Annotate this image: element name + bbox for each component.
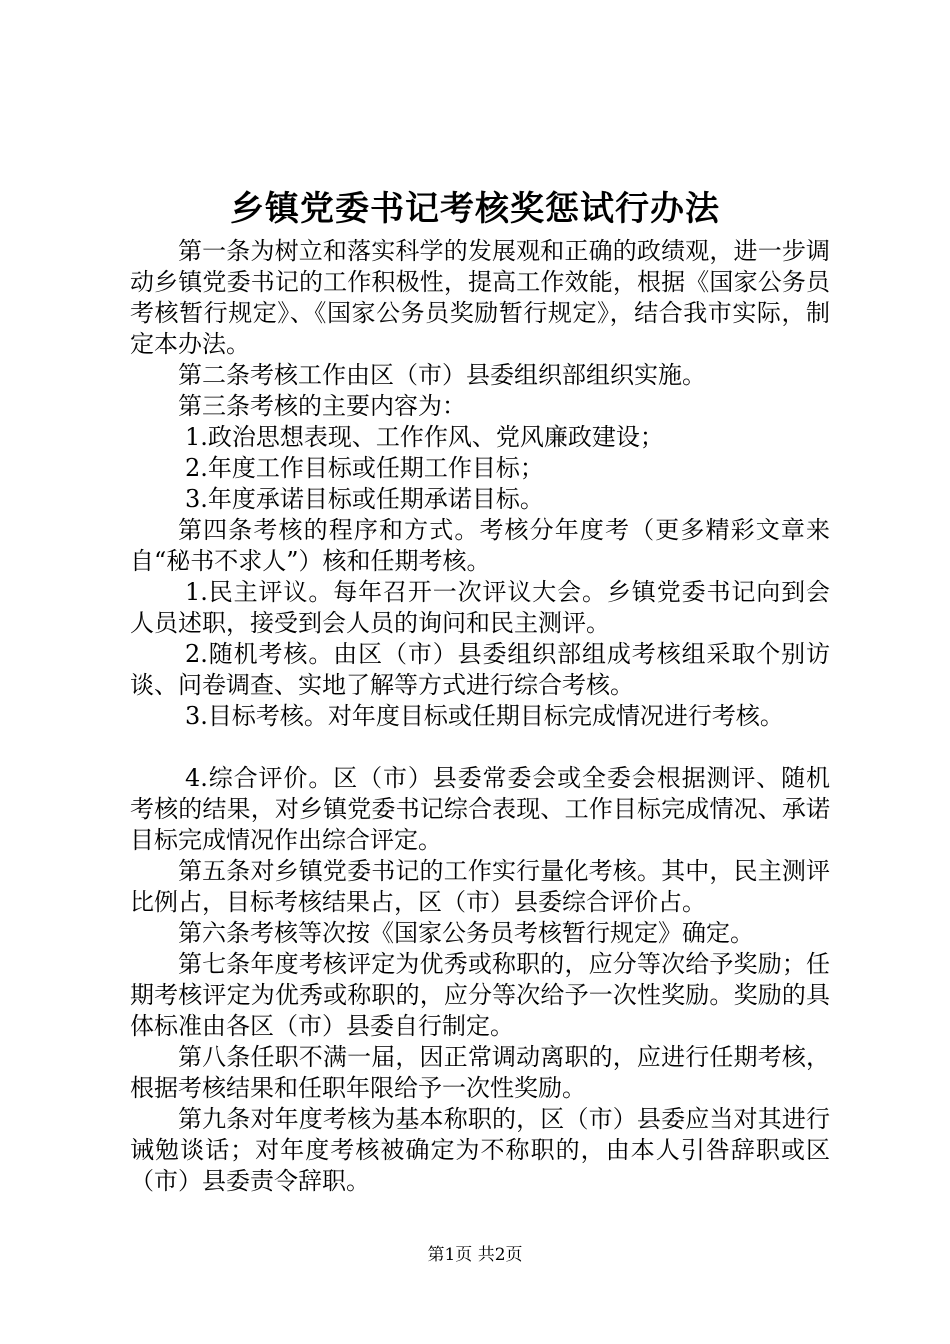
article-4-item-4: 4.综合评价。区（市）县委常委会或全委会根据测评、随机考核的结果，对乡镇党委书记综合表现、工作目标完成情况、承诺目标完成情况作出综合评定。 [130, 764, 830, 854]
page-footer: 第1页 共2页 [427, 1245, 523, 1265]
article-4-item-3: 3.目标考核。对年度目标或任期目标完成情况进行考核。 [185, 702, 784, 730]
article-4: 第四条考核的程序和方式。考核分年度考（更多精彩文章来自“秘书不求人”）核和任期考核。 [130, 516, 830, 575]
article-1: 第一条为树立和落实科学的发展观和正确的政绩观，进一步调动乡镇党委书记的工作积极性，提高工作效能，根据《国家公务员考核暂行规定》、《国家公务员奖励暂行规定》，结合我市实际，制定本办法。 [130, 237, 830, 358]
article-3: 第三条考核的主要内容为： [178, 392, 466, 420]
article-4-item-2: 2.随机考核。由区（市）县委组织部组成考核组采取个别访谈、问卷调查、实地了解等方式进行综合考核。 [130, 640, 830, 699]
article-8: 第八条任职不满一届，因正常调动离职的，应进行任期考核，根据考核结果和任职年限给予一次性奖励。 [130, 1043, 830, 1102]
article-4-item-1: 1.民主评议。每年召开一次评议大会。乡镇党委书记向到会人员述职，接受到会人员的询问和民主测评。 [130, 578, 830, 637]
article-7: 第七条年度考核评定为优秀或称职的，应分等次给予奖励；任期考核评定为优秀或称职的，应分等次给予一次性奖励。奖励的具体标准由各区（市）县委自行制定。 [130, 950, 830, 1040]
article-3-item-2: 2.年度工作目标或任期工作目标； [185, 454, 544, 482]
article-2: 第二条考核工作由区（市）县委组织部组织实施。 [178, 361, 706, 389]
article-5: 第五条对乡镇党委书记的工作实行量化考核。其中，民主测评比例占，目标考核结果占，区（市）县委综合评价占。 [130, 857, 830, 916]
article-3-item-3: 3.年度承诺目标或任期承诺目标。 [185, 485, 544, 513]
article-9: 第九条对年度考核为基本称职的，区（市）县委应当对其进行诫勉谈话；对年度考核被确定为不称职的，由本人引咎辞职或区（市）县委责令辞职。 [130, 1105, 830, 1195]
document-body [130, 236, 830, 1197]
article-6: 第六条考核等次按《国家公务员考核暂行规定》确定。 [178, 919, 754, 947]
document-title: 乡镇党委书记考核奖惩试行办法 [230, 189, 720, 229]
article-3-item-1: 1.政治思想表现、工作作风、党风廉政建设； [185, 423, 664, 451]
